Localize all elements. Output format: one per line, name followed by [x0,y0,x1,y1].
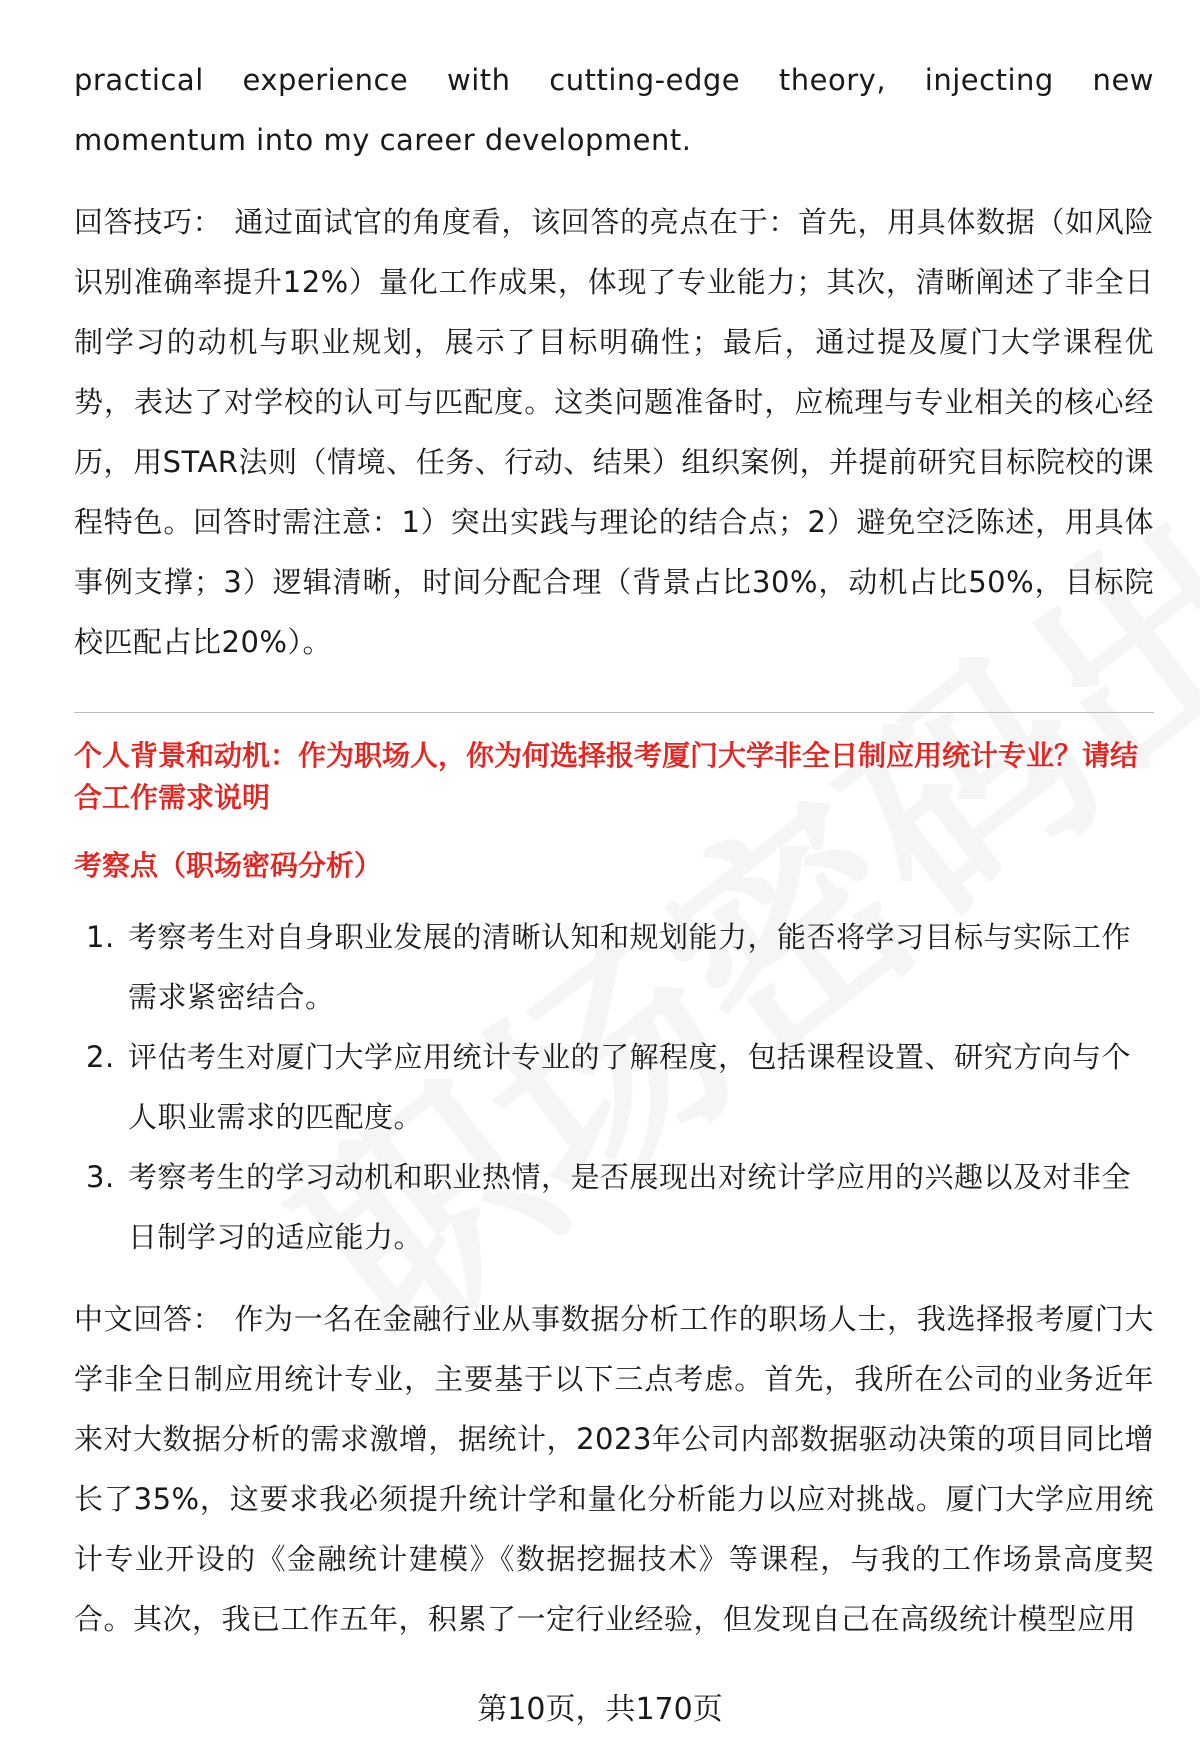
tips-text: 通过面试官的角度看，该回答的亮点在于：首先，用具体数据（如风险识别准确率提升12%）量化工作成果，体现了专业能力；其次，清晰阐述了非全日制学习的动机与职业规划，展示了目标明确性；最后，通过提及厦门大学课程优势，表达了对学校的认可与匹配度。这类问题准备时，应梳理与专业相关的核心经历，用STAR法则（情境、任务、行动、结果）组织案例，并提前研究目标院校的课程特色。回答时需注意：1）突出实践与理论的结合点；2）避免空泛陈述，用具体事例支撑；3）逻辑清晰，时间分配合理（背景占比30%，动机占比50%，目标院校匹配占比20%）。 [74,205,1154,659]
list-item-text: 考察考生的学习动机和职业热情，是否展现出对统计学应用的兴趣以及对非全日制学习的适应能力。 [128,1160,1132,1254]
focus-points-list [74,907,1154,1267]
list-item [74,1027,1154,1147]
list-item-number: 2. [86,1040,115,1074]
focus-heading: 考察点（职场密码分析） [74,849,383,882]
list-item-text: 考察考生对自身职业发展的清晰认知和规划能力，能否将学习目标与实际工作需求紧密结合。 [128,920,1132,1014]
list-item-text: 评估考生对厦门大学应用统计专业的了解程度，包括课程设置、研究方向与个人职业需求的匹配度。 [128,1040,1132,1134]
question-heading: 个人背景和动机：作为职场人，你为何选择报考厦门大学非全日制应用统计专业？请结合工作需求说明 [74,739,1139,814]
tips-label: 回答技巧： [74,205,223,239]
list-item [74,907,1154,1027]
intro-tail-paragraph: practical experience with cutting-edge theory, injecting new momentum into my career development. [74,63,1154,157]
document-page [74,50,1154,1649]
answer-paragraph [74,1289,1154,1649]
section-divider [74,712,1154,713]
list-item-number: 1. [86,920,115,954]
tips-paragraph [74,192,1154,672]
page-number-footer: 第10页，共170页 [477,1692,723,1727]
list-item [74,1147,1154,1267]
answer-label: 中文回答： [74,1302,223,1336]
list-item-number: 3. [86,1160,115,1194]
answer-text: 作为一名在金融行业从事数据分析工作的职场人士，我选择报考厦门大学非全日制应用统计专业，主要基于以下三点考虑。首先，我所在公司的业务近年来对大数据分析的需求激增，据统计，2023年公司内部数据驱动决策的项目同比增长了35%，这要求我必须提升统计学和量化分析能力以应对挑战。厦门大学应用统计专业开设的《金融统计建模》《数据挖掘技术》等课程，与我的工作场景高度契合。其次，我已工作五年，积累了一定行业经验，但发现自己在高级统计模型应用 [74,1302,1154,1636]
